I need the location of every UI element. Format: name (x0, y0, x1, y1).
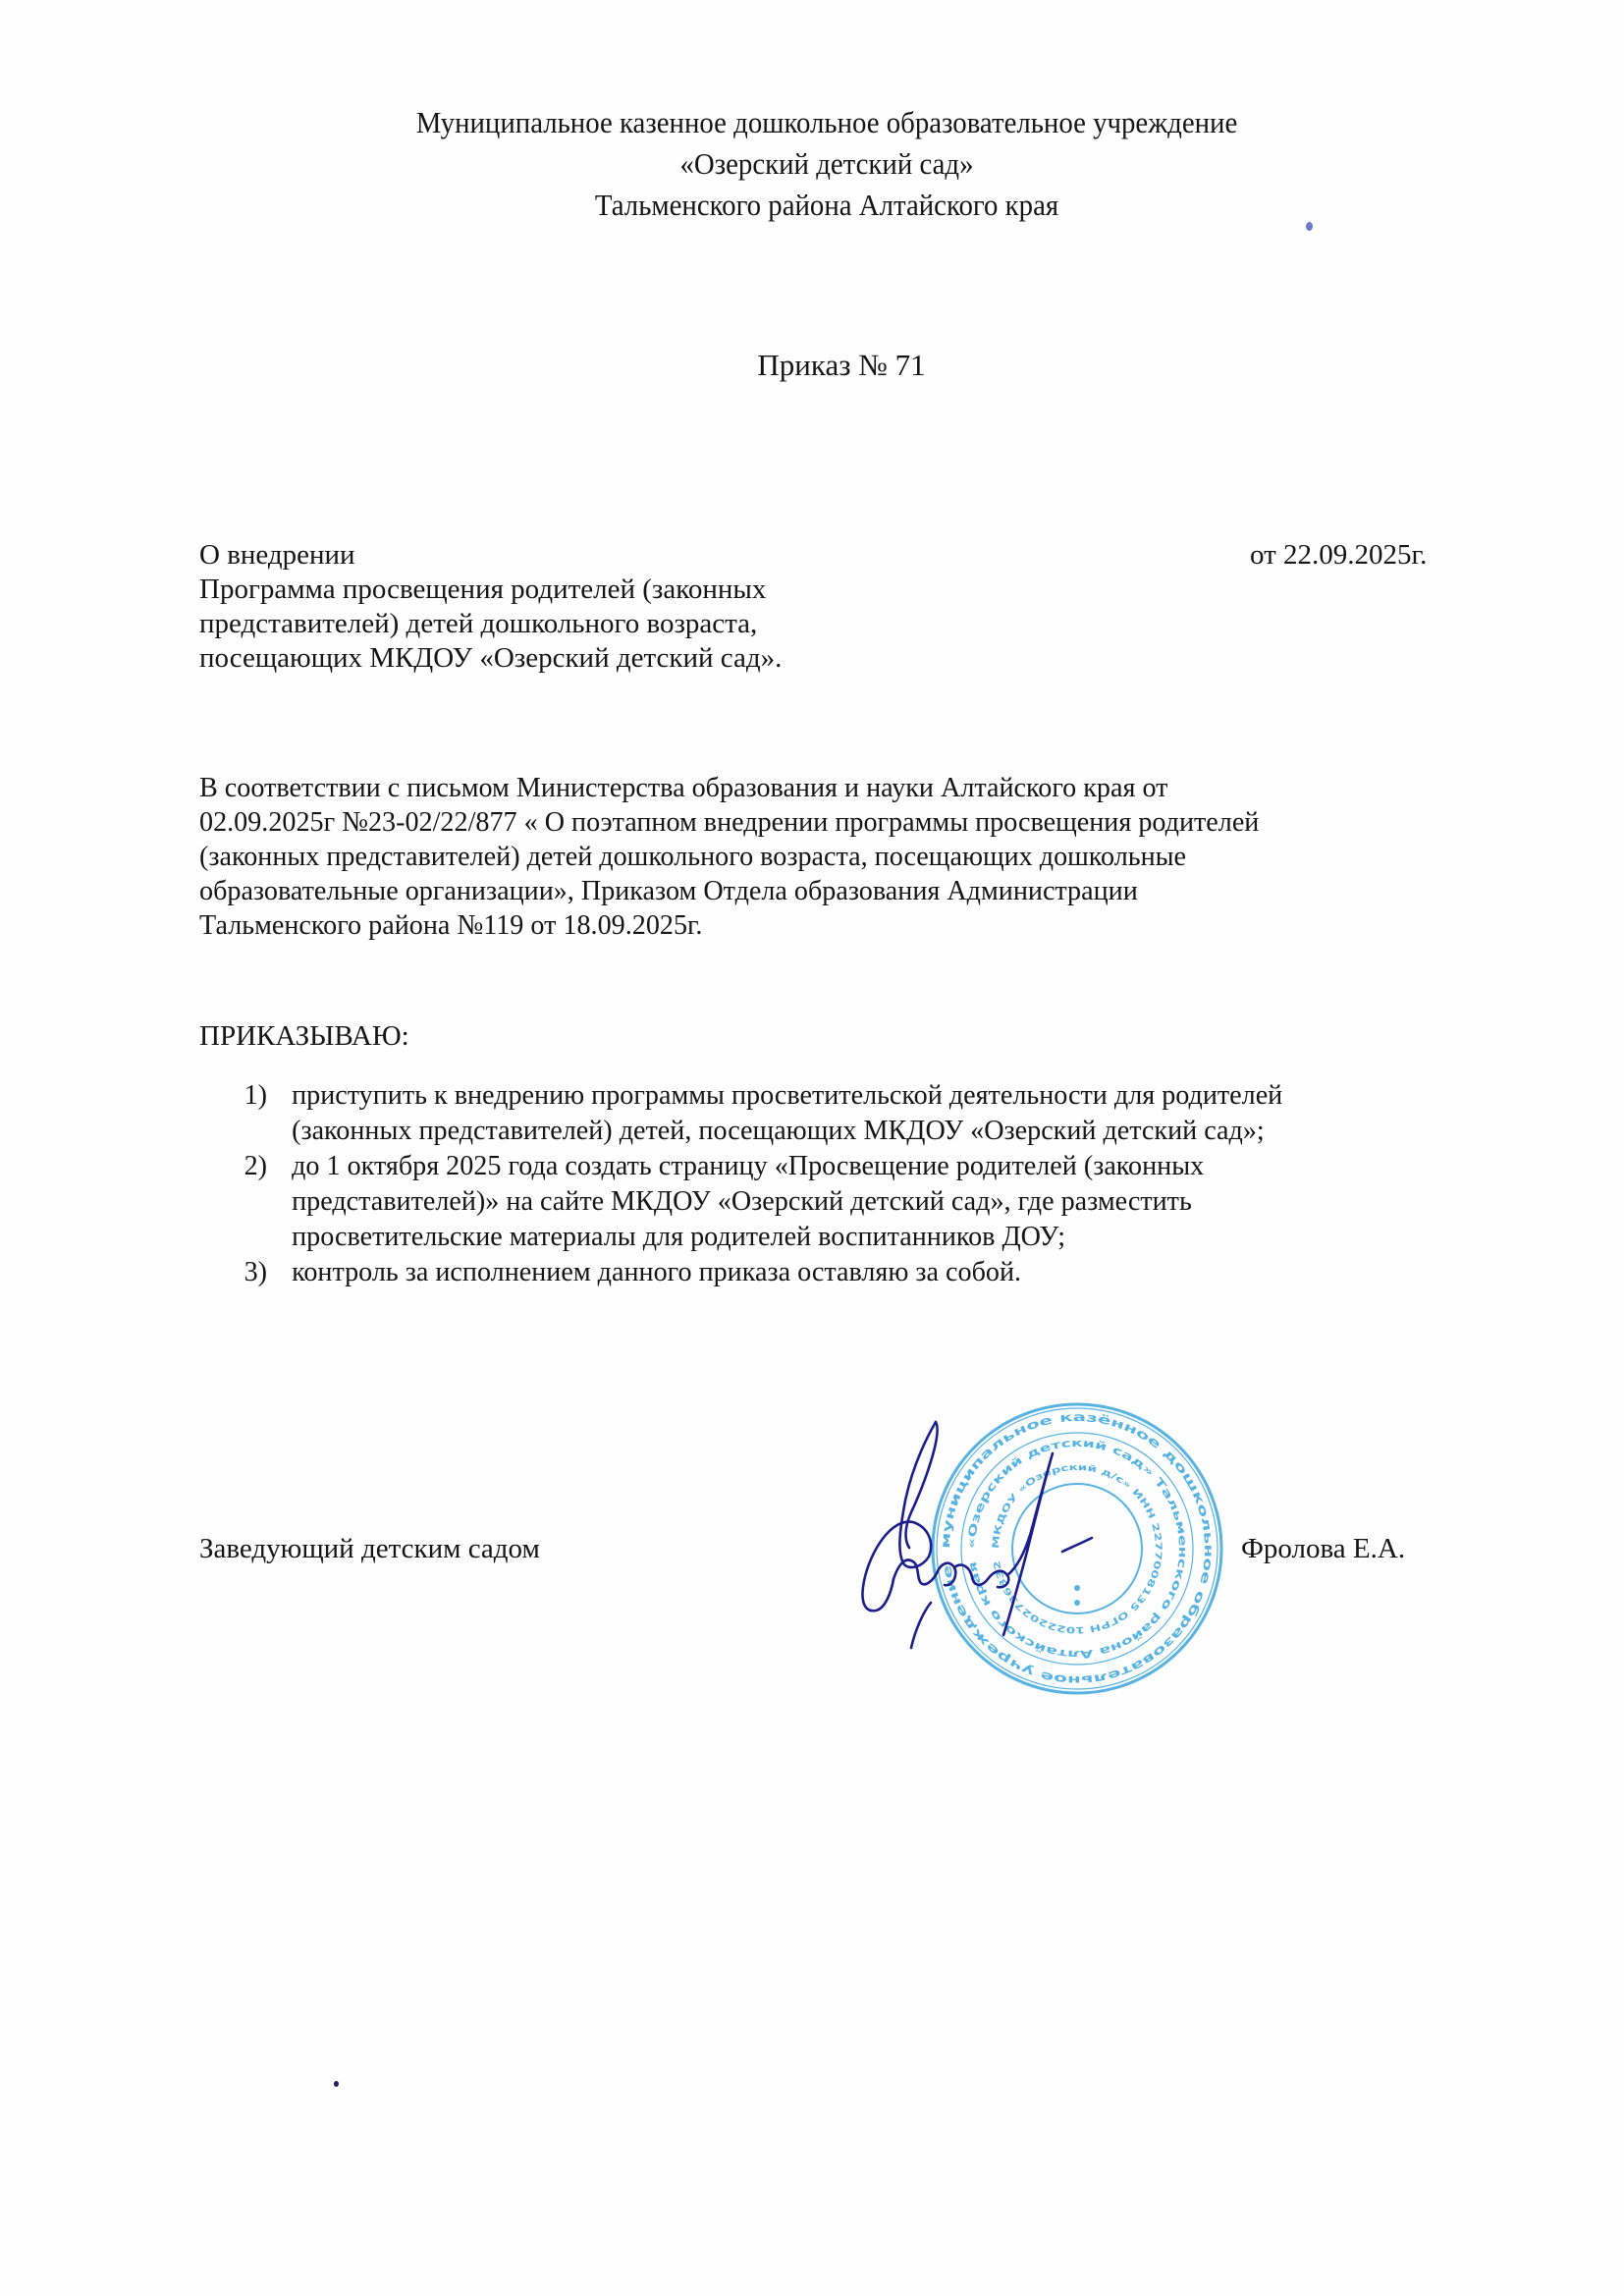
order-item (199, 1254, 1282, 1289)
scan-speck (334, 2081, 339, 2087)
order-item-line: до 1 октября 2025 года создать страницу «Просвещение родителей (законных (292, 1150, 1205, 1181)
subject-line: Программа просвещения родителей (законных (199, 574, 767, 605)
order-item-line: просветительские материалы для родителей воспитанников ДОУ; (292, 1221, 1066, 1252)
preamble-line: образовательные организации», Приказом Отдела образования Администрации (199, 875, 1138, 906)
institution-header (85, 102, 1568, 226)
order-item-number: 1) (244, 1079, 268, 1111)
preamble-line: Тальменского района №119 от 18.09.2025г. (199, 909, 703, 941)
order-directive-heading: ПРИКАЗЫВАЮ: (199, 1020, 409, 1052)
subject-line: посещающих МКДОУ «Озерский детский сад». (199, 642, 783, 674)
order-item-line: контроль за исполнением данного приказа оставляю за собой. (292, 1256, 1022, 1287)
stamp-middle-text: «Озерский детский сад» Тальменского района Алтайского края (964, 1436, 1190, 1662)
order-item-line: представителей)» на сайте МКДОУ «Озерский детский сад», где разместить (292, 1185, 1192, 1217)
order-item-line: (законных представителей) детей, посещающих МКДОУ «Озерский детский сад»; (292, 1115, 1265, 1146)
order-date: от 22.09.2025г. (1250, 539, 1428, 571)
preamble-line: В соответствии с письмом Министерства образования и науки Алтайского края от (199, 772, 1168, 803)
subject-line: О внедрении (199, 539, 355, 571)
header-line-institution-type: Муниципальное казенное дошкольное образовательное учреждение (415, 105, 1238, 139)
preamble-line: (законных представителей) детей дошкольного возраста, посещающих дошкольные (199, 841, 1187, 872)
signatory-name: Фролова Е.А. (1241, 1533, 1406, 1564)
handwritten-signature (835, 1394, 1129, 1660)
header-line-institution-name: «Озерский детский сад» (679, 146, 974, 181)
header-line-region: Тальменского района Алтайского края (594, 188, 1059, 222)
preamble-line: 02.09.2025г №23-02/22/877 « О поэтапном внедрении программы просвещения родителей (199, 806, 1260, 838)
stamp-outer-text: муниципальное казённое дошкольное образовательное учреждение (938, 1409, 1217, 1688)
order-items-list (199, 1077, 1282, 1289)
preamble (199, 771, 1259, 943)
subject-line: представителей) детей дошкольного возраста, (199, 608, 758, 639)
signatory-role: Заведующий детским садом (199, 1533, 540, 1564)
order-item-number: 3) (244, 1256, 268, 1287)
order-subject (199, 538, 782, 676)
order-item (199, 1077, 1282, 1148)
scan-speck (1306, 222, 1313, 231)
stamp-inner-text: МКДОУ «Озерский д/с» ИНН 2277008135 ОГРН 1022202736832 (991, 1462, 1164, 1635)
order-item-number: 2) (244, 1150, 268, 1181)
order-item-line: приступить к внедрению программы просветительской деятельности для родителей (292, 1079, 1283, 1111)
order-title: Приказ № 71 (757, 348, 926, 382)
order-item (199, 1148, 1282, 1254)
